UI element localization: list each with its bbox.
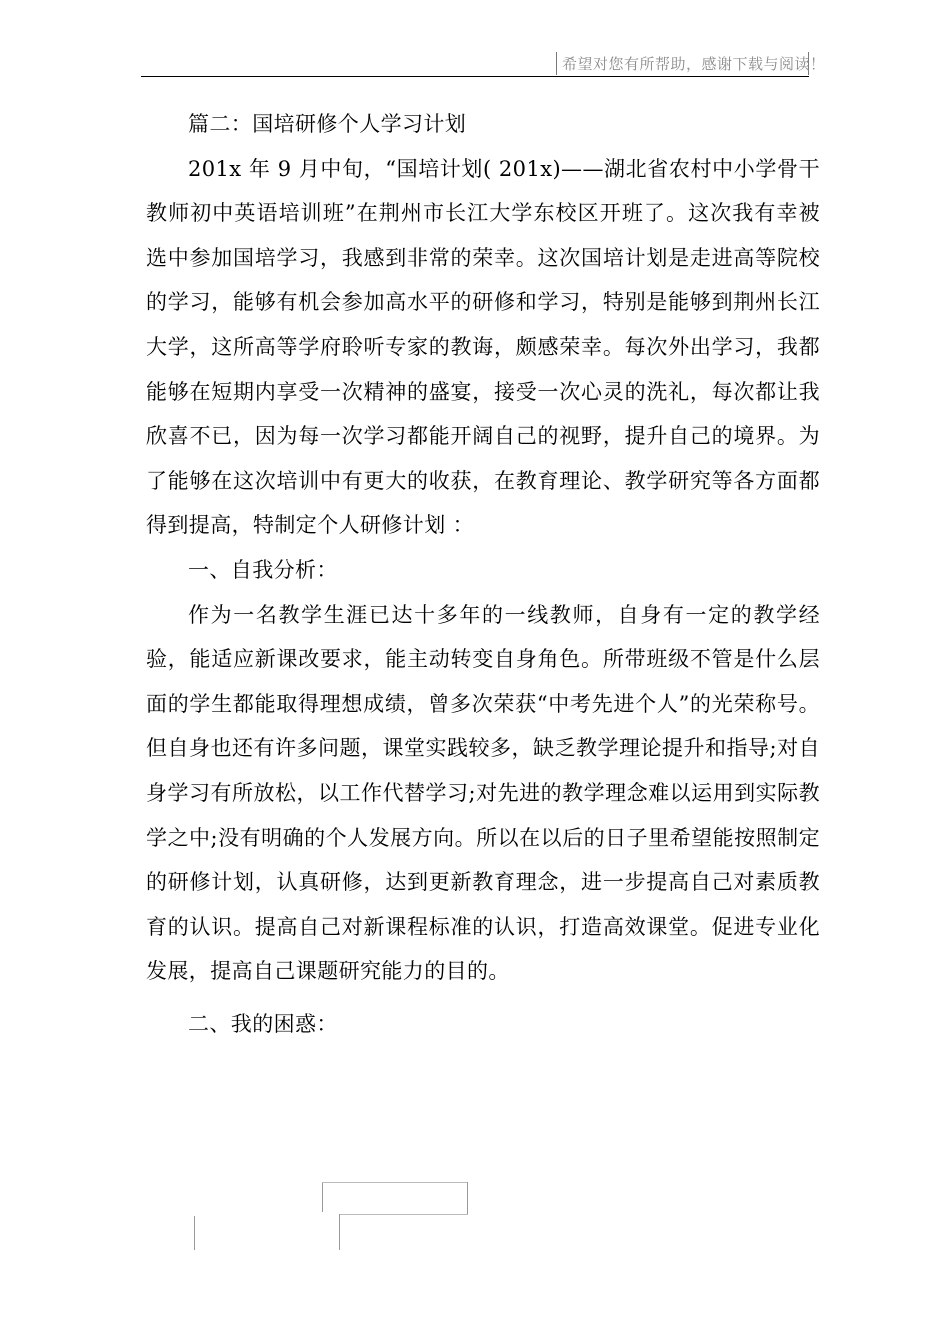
section-heading-self-analysis: 一、自我分析： <box>188 557 338 582</box>
table-fragment-vline-2 <box>467 1182 468 1215</box>
section-heading-confusion: 二、我的困惑： <box>188 1011 338 1036</box>
document-title: 篇二：国培研修个人学习计划 <box>188 112 467 136</box>
table-fragment-vline-4 <box>194 1216 195 1250</box>
table-fragment-vline-3 <box>339 1214 340 1250</box>
table-fragment-hline-top <box>322 1182 468 1183</box>
intro-paragraph: 201x 年 9 月中旬，“国培计划( 201x)——湖北省农村中小学骨干教师初中英语培训班”在荆州市长江大学东校区开班了。这次我有幸被选中参加国培学习，我感到非常的荣幸。这次国培计划是走进高等院校的学习，能够有机会参加高水平的研修和学习，特别是能够到荆州长江大学，这所高等学府聆听专家的教诲，颇感荣幸。每次外出学习，我都能够在短期内享受一次精神的盛宴，接受一次心灵的洗礼，每次都让我欣喜不已，因为每一次学习都能开阔自己的视野，提升自己的境界。为了能够在这次培训中有更大的收获，在教育理论、教学研究等各方面都得到提高，特制定个人研修计划 ： <box>146 156 820 538</box>
header-rule <box>141 76 809 77</box>
table-fragment-vline-1 <box>322 1182 323 1212</box>
self-analysis-paragraph: 作为一名教学生涯已达十多年的一线教师，自身有一定的教学经验，能适应新课改要求，能主动转变自身角色。所带班级不管是什么层面的学生都能取得理想成绩，曾多次荣获“中考先进个人”的光荣称号。但自身也还有许多问题，课堂实践较多，缺乏教学理论提升和指导;对自身学习有所放松，以工作代替学习;对先进的教学理念难以运用到实际教学之中;没有明确的个人发展方向。所以在以后的日子里希望能按照制定的研修计划，认真研修，达到更新教育理念，进一步提高自己对素质教育的认识。提高自己对新课程标准的认识，打造高效课堂。促进专业化发展，提高自己课题研究能力的目的。 <box>146 602 820 984</box>
document-body <box>146 102 820 1046</box>
table-fragment-hline-mid <box>339 1214 468 1215</box>
header-note: 希望对您有所帮助，感谢下载与阅读！ <box>562 55 826 73</box>
